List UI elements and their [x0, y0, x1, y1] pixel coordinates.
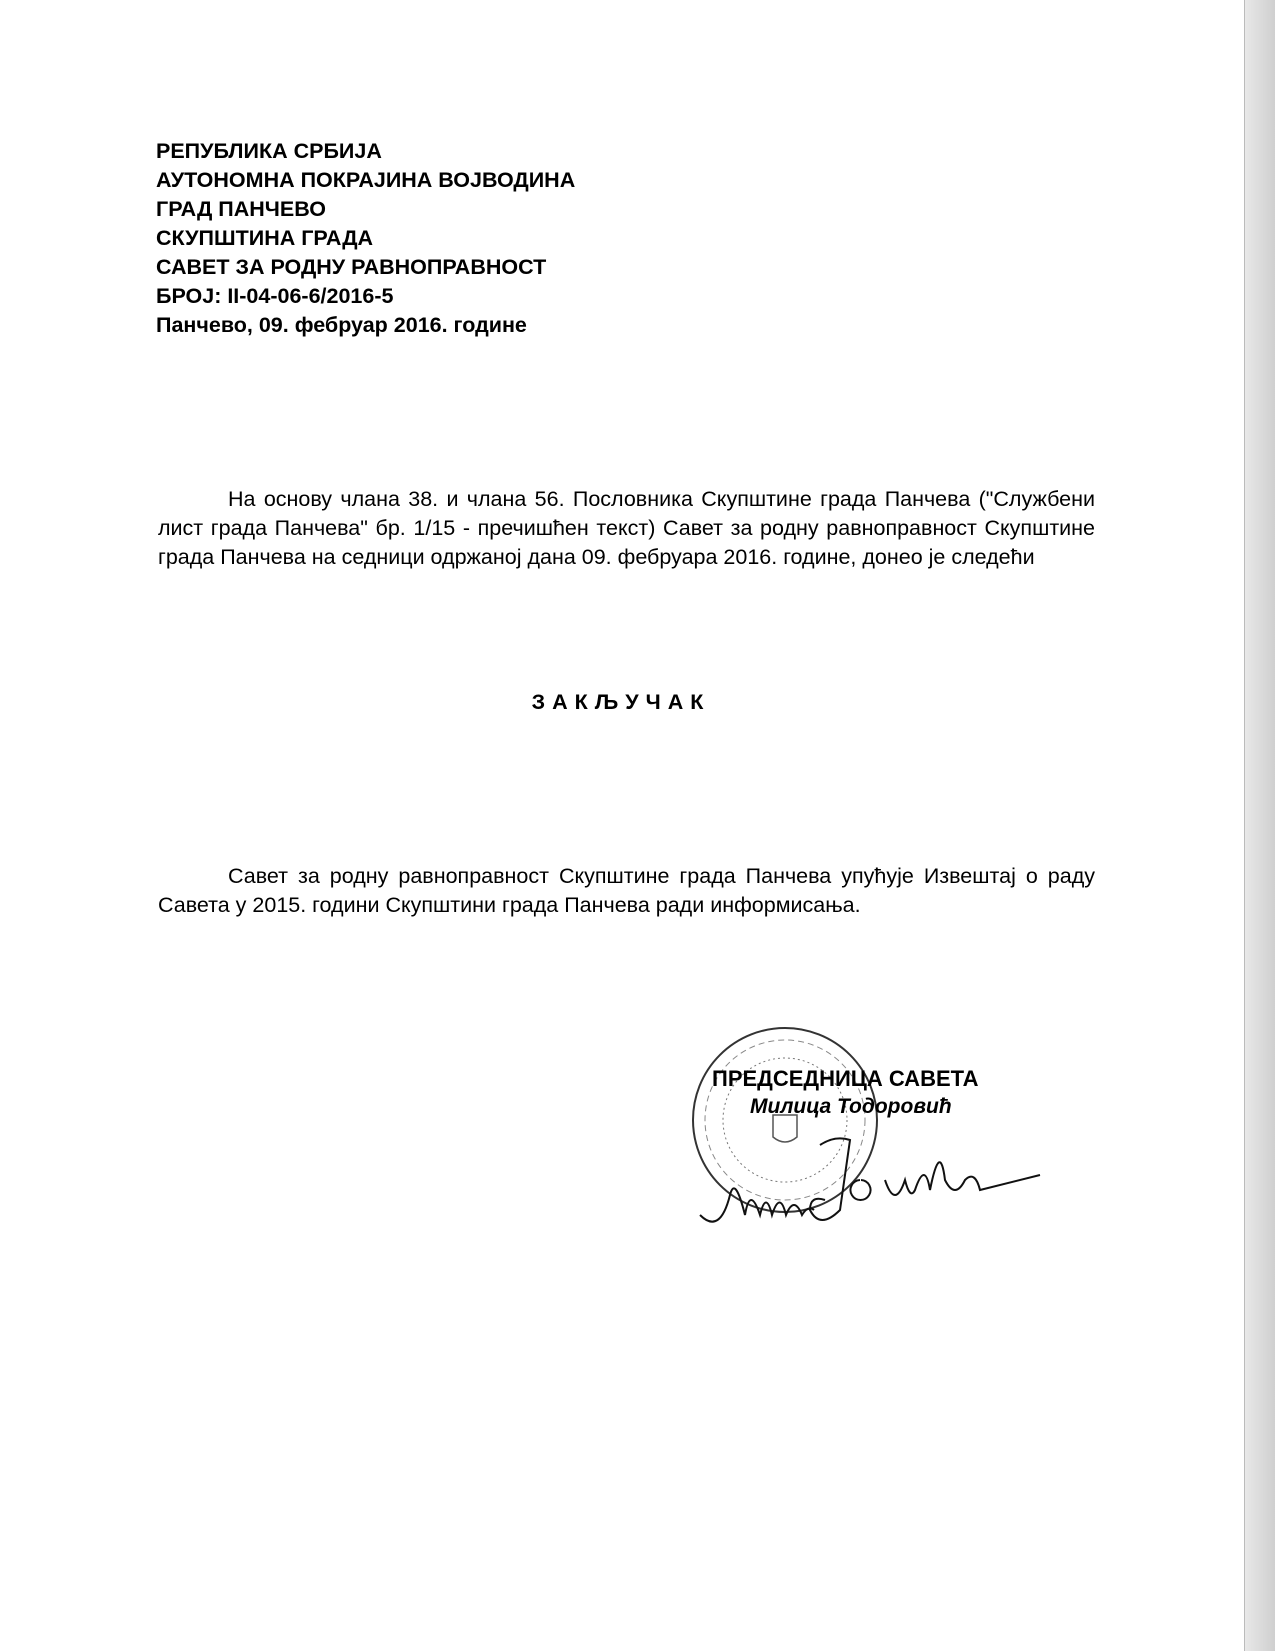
preamble-paragraph: На основу члана 38. и члана 56. Пословника Скупштине града Панчева ("Службени лист града Панчева" бр. 1/15 - пречишћен текст) Савет за родну равноправност Скупштине града Панчева на седници одржаној дана 09. фебруара 2016. године, донео је следећи: [158, 487, 1095, 569]
document-header: [156, 137, 575, 340]
handwritten-signature: [690, 1120, 1090, 1230]
header-line-country: РЕПУБЛИКА СРБИЈА: [156, 139, 382, 163]
signatory-name: Милица Тодоровић: [750, 1095, 952, 1118]
header-line-city: ГРАД ПАНЧЕВО: [156, 197, 326, 221]
header-line-date: Панчево, 09. фебруар 2016. године: [156, 313, 527, 337]
header-line-council: САВЕТ ЗА РОДНУ РАВНОПРАВНОСТ: [156, 255, 547, 279]
conclusion-paragraph: Савет за родну равноправност Скупштине града Панчева упућује Извештај о раду Савета у 2015. години Скупштини града Панчева ради информисања.: [158, 864, 1095, 917]
header-line-assembly: СКУПШТИНА ГРАДА: [156, 226, 374, 250]
header-line-number: БРОЈ: II-04-06-6/2016-5: [156, 284, 394, 308]
scan-gutter: [1245, 0, 1275, 1651]
header-line-province: АУТОНОМНА ПОКРАЈИНА ВОЈВОДИНА: [156, 168, 576, 192]
document-title: ЗАКЉУЧАК: [531, 690, 711, 714]
signatory-role: ПРЕДСЕДНИЦА САВЕТА: [712, 1066, 979, 1091]
